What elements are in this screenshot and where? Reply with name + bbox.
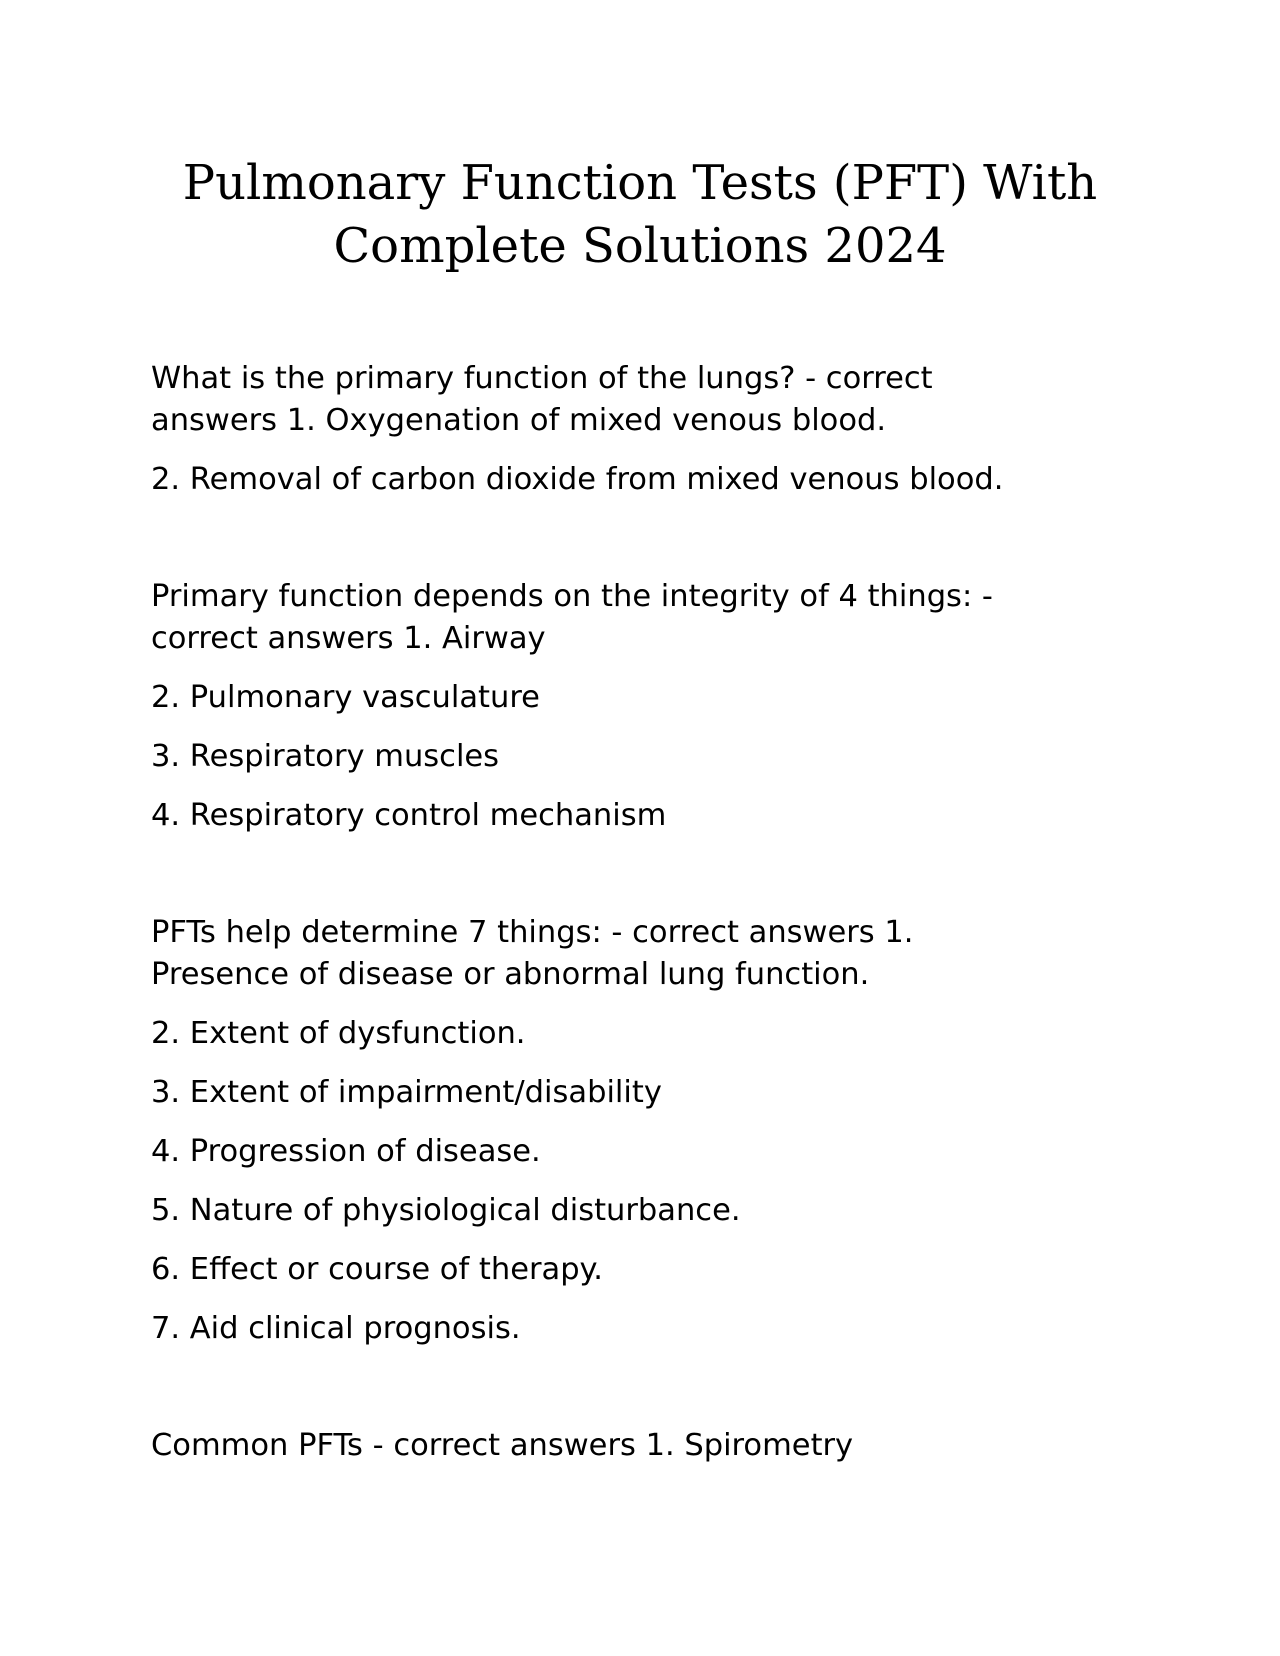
answer-item: 2. Removal of carbon dioxide from mixed venous blood. <box>151 462 1004 497</box>
question <box>151 358 1151 442</box>
qa-block-four-things <box>151 576 1151 837</box>
answer-item: 7. Aid clinical prognosis. <box>151 1311 521 1346</box>
question-line-1: PFTs help determine 7 things: - correct answers 1. <box>151 915 914 950</box>
answer-item: 3. Extent of impairment/disability <box>151 1075 662 1110</box>
document-body <box>151 358 1151 1484</box>
answer-item: 6. Effect or course of therapy. <box>151 1252 603 1287</box>
answer-item: 5. Nature of physiological disturbance. <box>151 1193 741 1228</box>
question-line-2: Presence of disease or abnormal lung function. <box>151 957 870 992</box>
title-line-2: Complete Solutions 2024 <box>333 218 947 274</box>
document-title <box>150 152 1130 278</box>
question-line-1: Primary function depends on the integrity of 4 things: - <box>151 579 993 614</box>
question <box>151 912 1151 996</box>
question-line-2: correct answers 1. Airway <box>151 621 546 656</box>
answer-item: 2. Extent of dysfunction. <box>151 1016 526 1051</box>
question-line-2: answers 1. Oxygenation of mixed venous blood. <box>151 403 887 438</box>
title-line-1: Pulmonary Function Tests (PFT) With <box>182 155 1098 211</box>
question: Common PFTs - correct answers 1. Spirometry <box>151 1428 854 1463</box>
answer-item: 3. Respiratory muscles <box>151 739 500 774</box>
question <box>151 576 1151 660</box>
answer-item: 4. Respiratory control mechanism <box>151 798 667 833</box>
answer-item: 2. Pulmonary vasculature <box>151 680 540 715</box>
qa-block-lung-function <box>151 358 1151 501</box>
answer-item: 4. Progression of disease. <box>151 1134 541 1169</box>
qa-block-common-pfts <box>151 1425 1151 1467</box>
question-line-1: What is the primary function of the lungs? - correct <box>151 361 933 396</box>
qa-block-seven-things <box>151 912 1151 1350</box>
